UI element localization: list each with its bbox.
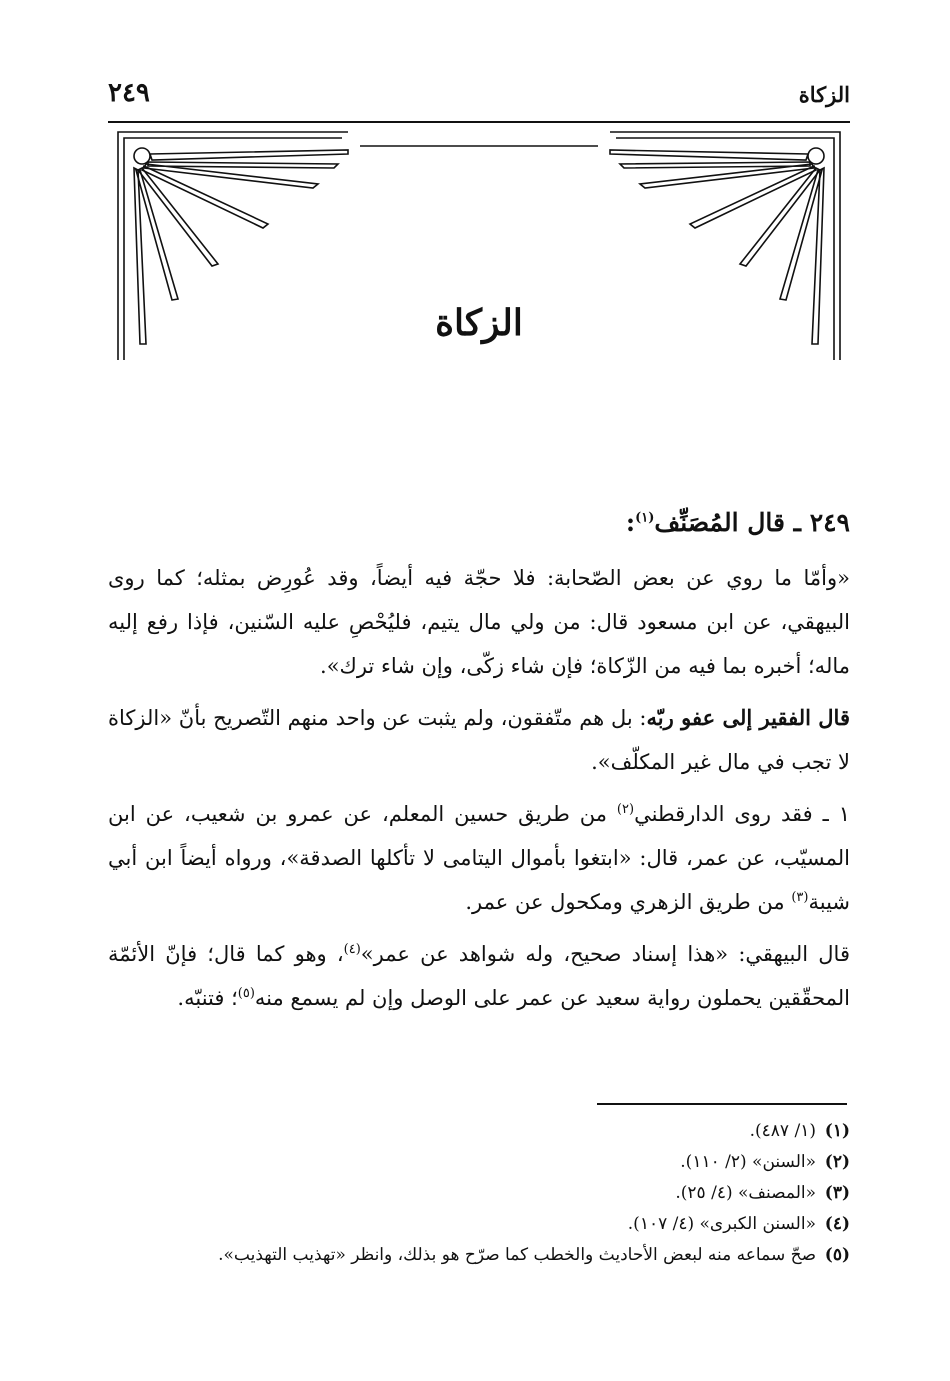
footnote-ref[interactable]: (٥) <box>237 986 255 1001</box>
footnote-item <box>108 1116 850 1147</box>
quote-paragraph: «وأمّا ما روي عن بعض الصّحابة: فلا حجّة فيه أيضاً، وقد عُورِض بمثله؛ كما روى البيهقي، عن ابن مسعود قال: من ولي مال يتيم، فليُحْصِ عليه السّنين، فإذا رفع إليه ماله؛ أخبره بما فيه من الزّكاة؛ فإن شاء زكّى، وإن شاء ترك». <box>108 566 850 678</box>
footnote-number: (١) <box>824 1121 850 1141</box>
footnote-text: «السنن» (٢/ ١١٠). <box>680 1152 816 1172</box>
footnote-text: «السنن الكبرى» (٤/ ١٠٧). <box>627 1214 816 1234</box>
footnote-item <box>108 1240 850 1271</box>
footnote-item <box>108 1178 850 1209</box>
heading-colon: : <box>625 508 636 537</box>
footnote-text: صحّ سماعه منه لبعض الأحاديث والخطب كما صرّح هو بذلك، وانظر «تهذيب التهذيب». <box>218 1245 816 1265</box>
page-number: ٢٤٩ <box>108 78 150 108</box>
evidence-text: ؛ فتنبّه. <box>177 986 238 1010</box>
footnote-number: (٥) <box>824 1245 850 1265</box>
footnote-ref[interactable]: (١) <box>635 510 655 526</box>
footnote-text: «المصنف» (٤/ ٢٥). <box>675 1183 816 1203</box>
chapter-title: الزكاة <box>435 302 523 344</box>
response-text: : بل هم متّفقون، ولم يثبت عن واحد منهم التّصريح بأنّ «الزكاة لا تجب في مال غير المكلّف». <box>108 706 850 774</box>
header-rule <box>108 121 850 123</box>
footnote-item <box>108 1147 850 1178</box>
footnote-divider <box>597 1103 847 1105</box>
evidence-text: من طريق الزهري ومكحول عن عمر. <box>465 890 792 914</box>
running-header <box>108 78 850 118</box>
response-paragraph <box>108 696 850 784</box>
evidence-text: ١ ـ فقد روى الدارقطني <box>634 802 850 826</box>
footnotes <box>108 1116 850 1271</box>
evidence-paragraph-1 <box>108 792 850 924</box>
section-number: ٢٤٩ ـ <box>784 508 850 537</box>
footnote-number: (٢) <box>824 1152 850 1172</box>
footnote-text: (١/ ٤٨٧). <box>749 1121 816 1141</box>
section-heading <box>108 500 850 546</box>
footnote-ref[interactable]: (٤) <box>343 942 361 957</box>
footnote-number: (٤) <box>824 1214 850 1234</box>
main-text <box>108 500 850 1028</box>
evidence-paragraph-2 <box>108 932 850 1020</box>
footnote-ref[interactable]: (٢) <box>616 802 635 817</box>
evidence-text: قال البيهقي: «هذا إسناد صحيح، وله شواهد عن عمر» <box>360 942 850 966</box>
footnote-ref[interactable]: (٣) <box>791 890 809 905</box>
footnote-number: (٣) <box>824 1183 850 1203</box>
footnote-item <box>108 1209 850 1240</box>
section-heading-text: قال المُصَنِّف <box>654 508 785 537</box>
author-label: قال الفقير إلى عفو ربّه <box>646 705 850 730</box>
running-header-title: الزكاة <box>798 82 850 107</box>
evidence-text: ، وهو كما قال؛ فإنّ الأئمّة المحقّقين يحملون رواية سعيد عن عمر على الوصل وإن لم يسمع منه <box>108 942 850 1010</box>
evidence-text: من طريق حسين المعلم، عن عمرو بن شعيب، عن ابن المسيّب، عن عمر، قال: «ابتغوا بأموال اليتامى لا تأكلها الصدقة»، ورواه أيضاً ابن أبي شيبة <box>108 802 850 914</box>
